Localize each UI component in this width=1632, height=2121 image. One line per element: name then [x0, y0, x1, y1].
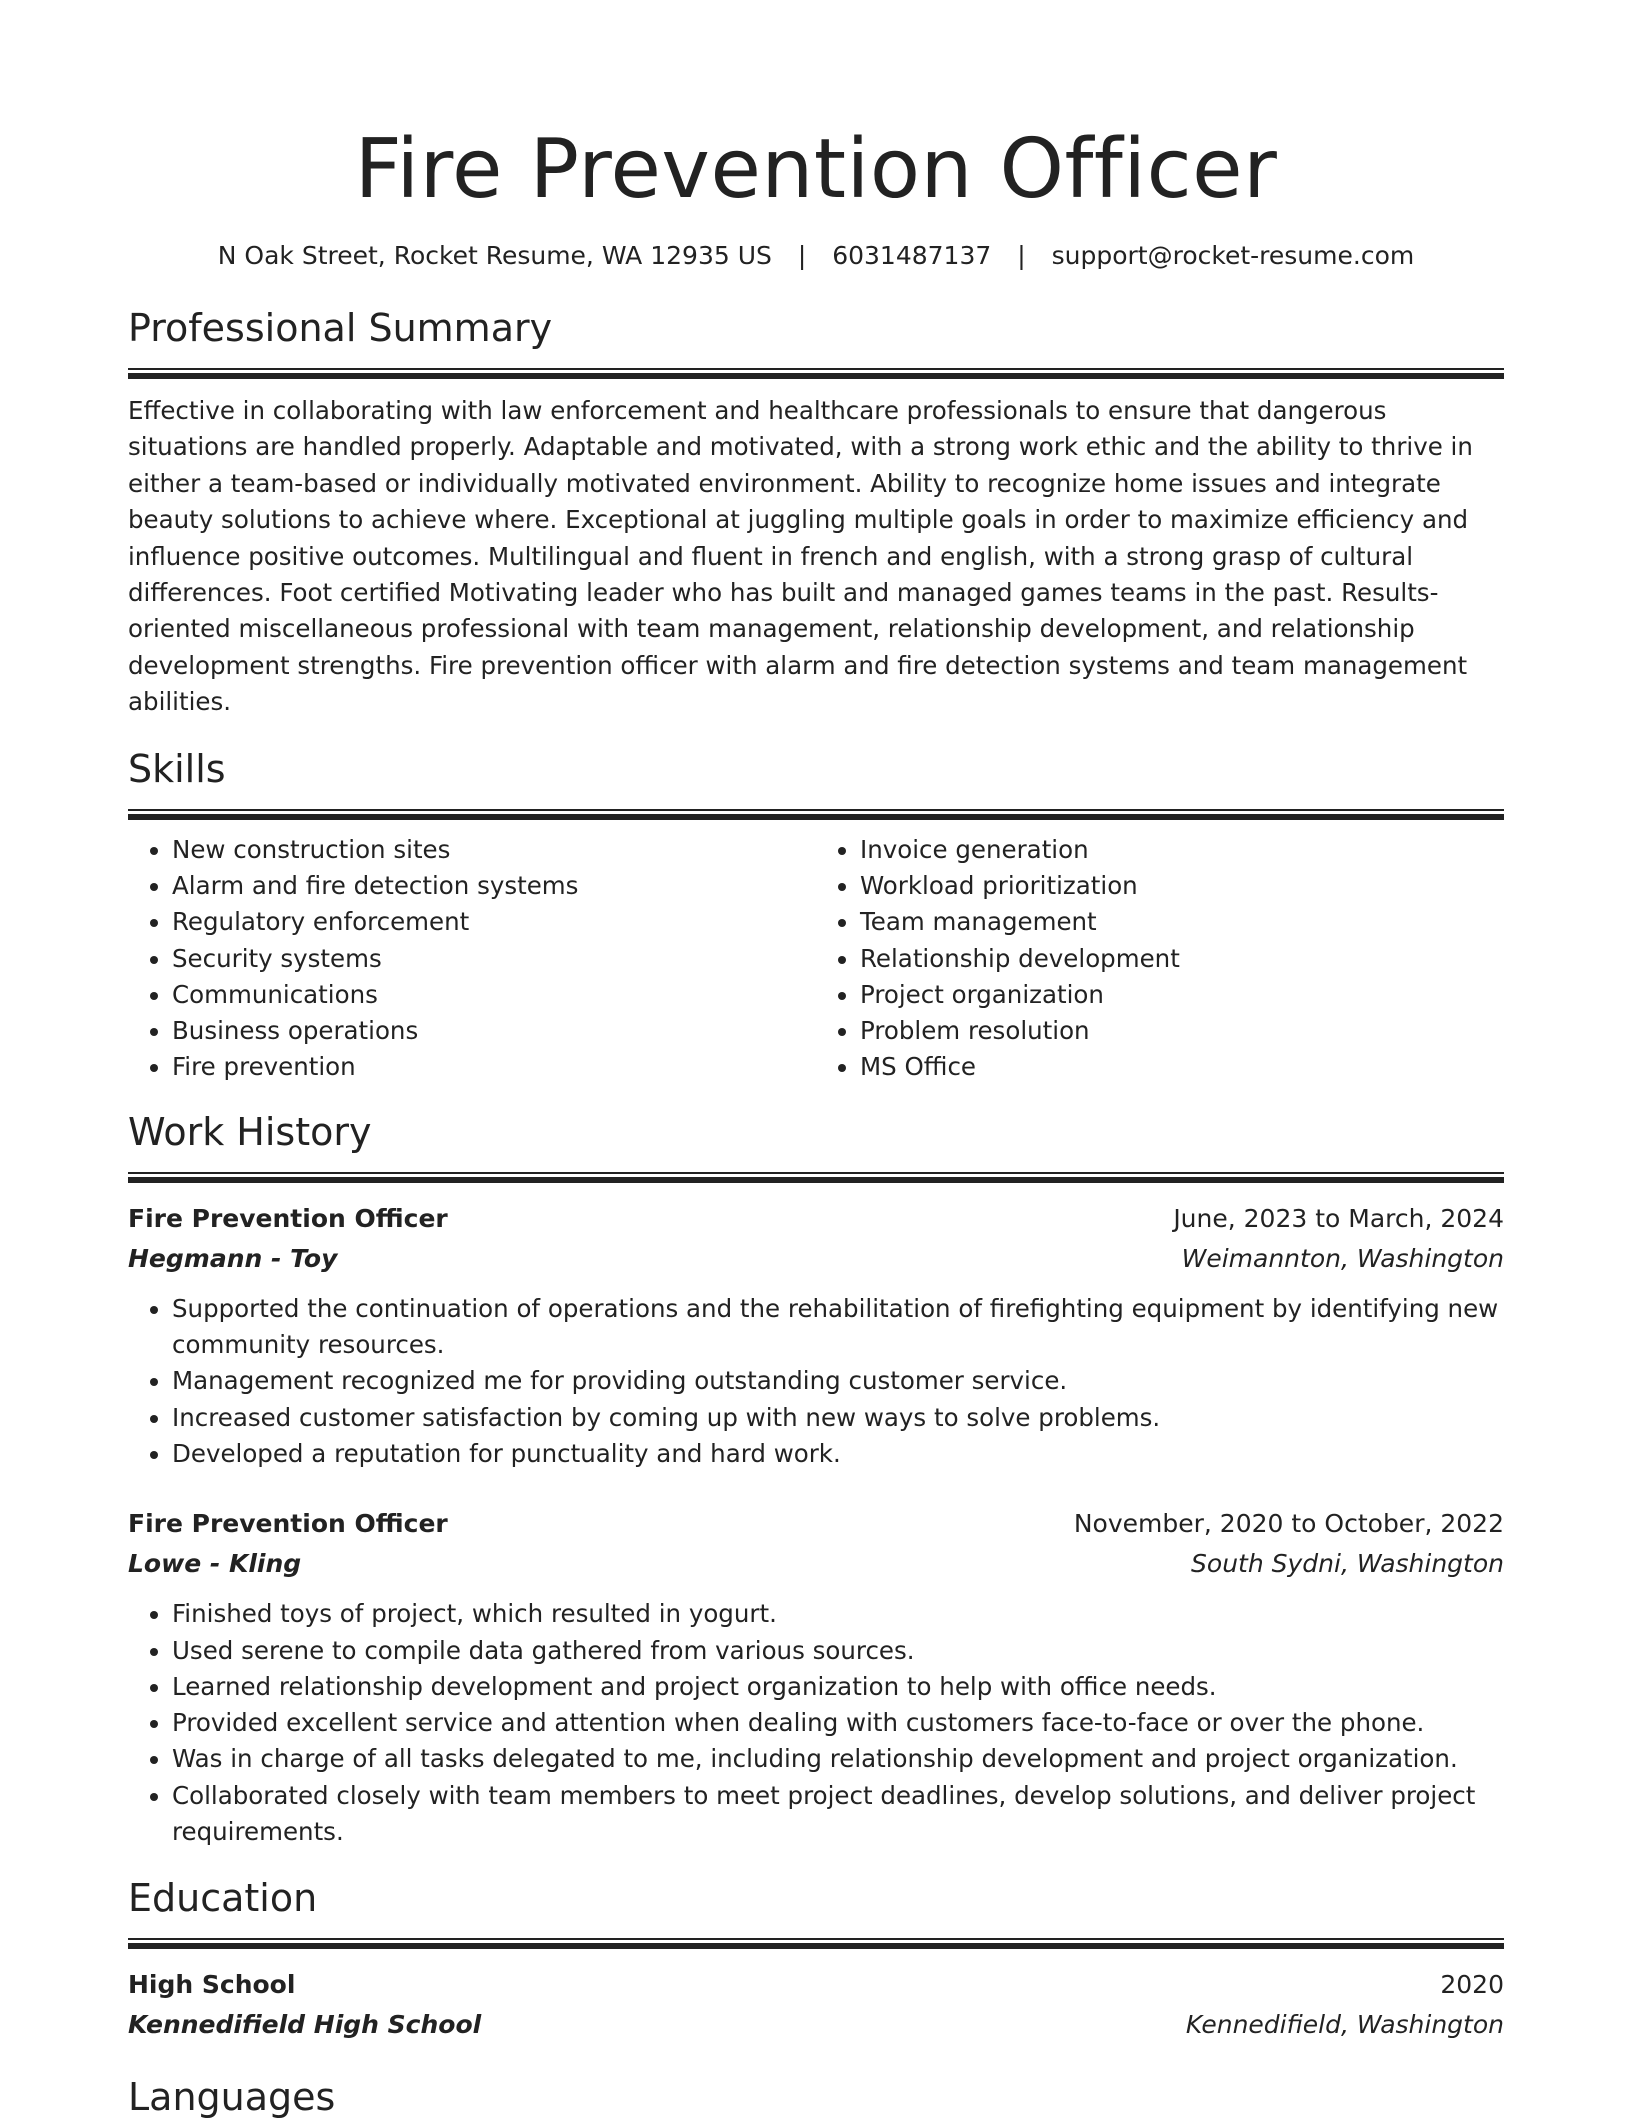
job-entry [128, 1504, 1504, 1850]
education-heading: Education [128, 1876, 318, 1921]
skill-item: • New construction sites [172, 832, 816, 868]
contact-separator: | [797, 241, 807, 270]
education-subheader-row [128, 2005, 1504, 2045]
summary-text: Effective in collaborating with law enforcement and healthcare professionals to ensure that dangerous situations are handled properly. Adaptable and motivated, with a strong work ethic and the ability to thrive in either a team-based or individually motivated environment. Ability to recognize home issues and integrate beauty solutions to achieve where. Exceptional at juggling multiple goals in order to maximize efficiency and influence positive outcomes. Multilingual and fluent in french and english, with a strong grasp of cultural differences. Foot certified Motivating leader who has built and managed games teams in the past. Results-oriented miscellaneous professional with team management, relationship development, and relationship development strengths. Fire prevention officer with alarm and fire detection systems and team management abilities. [128, 396, 1473, 717]
skill-item: • Business operations [172, 1013, 816, 1049]
job-bullets [128, 1596, 1504, 1850]
job-bullet: • Used serene to compile data gathered from various sources. [172, 1633, 1504, 1669]
work-section [128, 1108, 1504, 1851]
education-year: 2020 [1440, 1970, 1504, 2000]
contact-address: N Oak Street, Rocket Resume, WA 12935 US [217, 241, 772, 270]
job-role: Fire Prevention Officer [128, 1203, 448, 1233]
job-header-row [128, 1199, 1504, 1239]
job-bullets [128, 1291, 1504, 1472]
job-dates: June, 2023 to March, 2024 [1173, 1203, 1504, 1233]
job-company: Hegmann - Toy [128, 1243, 338, 1273]
job-role: Fire Prevention Officer [128, 1509, 448, 1539]
job-bullet: • Finished toys of project, which resulted in yogurt. [172, 1596, 1504, 1632]
skill-item: • MS Office [860, 1049, 1504, 1085]
section-divider [128, 1172, 1504, 1183]
skills-heading: Skills [128, 746, 226, 791]
skill-item: • Team management [860, 904, 1504, 940]
skill-item: • Fire prevention [172, 1049, 816, 1085]
education-header-row [128, 1965, 1504, 2005]
skills-columns [128, 832, 1504, 1086]
contact-separator: | [1017, 241, 1026, 270]
skills-list-right [816, 832, 1504, 1086]
job-dates: November, 2020 to October, 2022 [1073, 1509, 1504, 1539]
skill-item: • Project organization [860, 977, 1504, 1013]
resume-title: Fire Prevention Officer [354, 122, 1278, 217]
job-location: South Sydni, Washington [1191, 1549, 1504, 1579]
job-bullet: • Was in charge of all tasks delegated to me, including relationship development and project organization. [172, 1741, 1504, 1777]
contact-phone: 6031487137 [832, 241, 992, 270]
job-bullet: • Provided excellent service and attention when dealing with customers face-to-face or over the phone. [172, 1705, 1504, 1741]
education-entry [128, 1965, 1504, 2045]
skill-item: • Workload prioritization [860, 868, 1504, 904]
skill-item: • Security systems [172, 941, 816, 977]
job-bullet: • Developed a reputation for punctuality and hard work. [172, 1436, 1504, 1472]
skill-item: • Relationship development [860, 941, 1504, 977]
education-school: Kennedifield High School [128, 2010, 482, 2040]
job-subheader-row [128, 1544, 1504, 1584]
languages-section [128, 2073, 1504, 2121]
education-section [128, 1874, 1504, 2045]
job-bullet: • Learned relationship development and project organization to help with office needs. [172, 1669, 1504, 1705]
skills-section [128, 745, 1504, 1086]
languages-heading: Languages [128, 2075, 336, 2120]
section-divider [128, 809, 1504, 820]
job-subheader-row [128, 1239, 1504, 1279]
education-location: Kennedifield, Washington [1185, 2010, 1504, 2040]
job-bullet: • Management recognized me for providing outstanding customer service. [172, 1363, 1504, 1399]
skill-item: • Alarm and fire detection systems [172, 868, 816, 904]
job-bullet: • Collaborated closely with team members to meet project deadlines, develop solutions, and deliver project requirements. [172, 1778, 1504, 1851]
summary-section [128, 304, 1504, 721]
job-bullet: • Increased customer satisfaction by coming up with new ways to solve problems. [172, 1400, 1504, 1436]
work-heading: Work History [128, 1109, 372, 1154]
job-location: Weimannton, Washington [1181, 1243, 1504, 1273]
skill-item: • Communications [172, 977, 816, 1013]
job-header-row [128, 1504, 1504, 1544]
summary-heading: Professional Summary [128, 306, 553, 350]
resume-page [128, 0, 1504, 2121]
section-divider [128, 368, 1504, 379]
job-company: Lowe - Kling [128, 1549, 302, 1579]
skill-item: • Invoice generation [860, 832, 1504, 868]
skills-list-left [128, 832, 816, 1086]
contact-line [128, 238, 1504, 274]
job-bullet: • Supported the continuation of operations and the rehabilitation of firefighting equipment by identifying new community resources. [172, 1291, 1504, 1364]
education-degree: High School [128, 1970, 296, 2000]
section-divider [128, 1938, 1504, 1949]
job-entry [128, 1199, 1504, 1472]
skill-item: • Regulatory enforcement [172, 904, 816, 940]
skill-item: • Problem resolution [860, 1013, 1504, 1049]
contact-email: support@rocket-resume.com [1051, 241, 1415, 270]
